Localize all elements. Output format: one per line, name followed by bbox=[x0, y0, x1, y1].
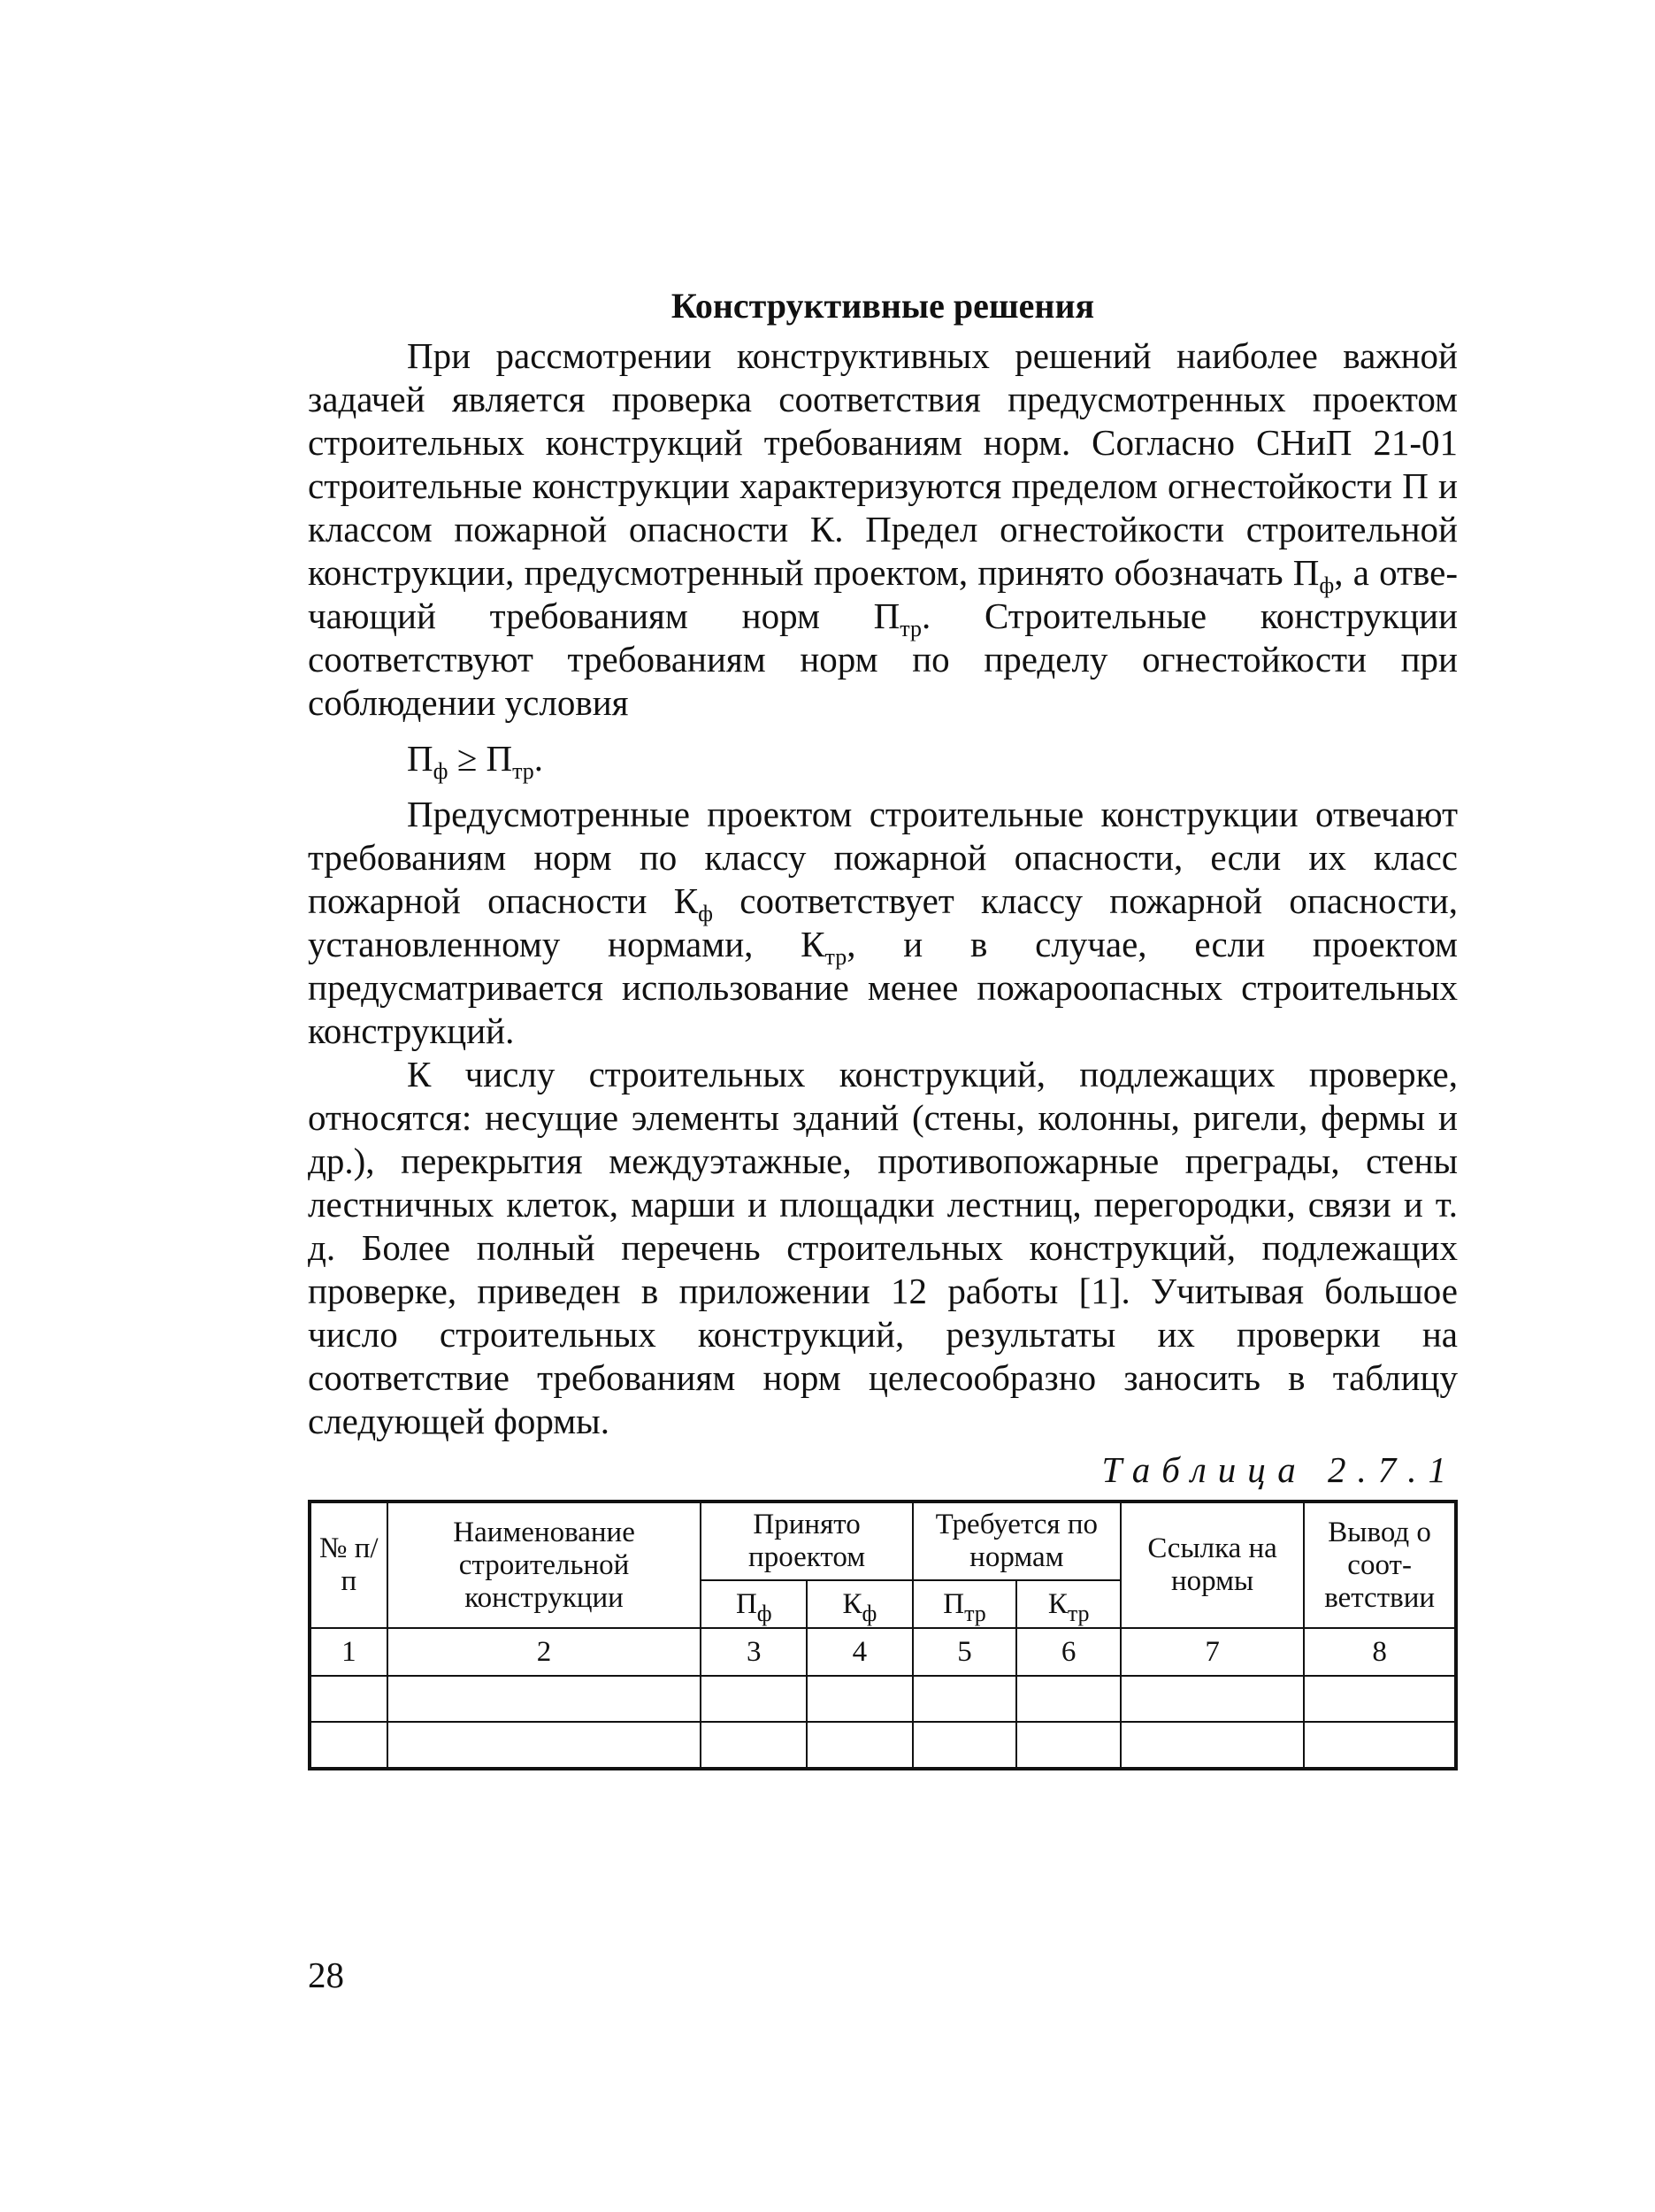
table-cell bbox=[1121, 1722, 1304, 1769]
table-cell bbox=[913, 1722, 1017, 1769]
paragraph-1 bbox=[308, 334, 1458, 725]
table-cell bbox=[807, 1676, 913, 1722]
column-numbers-row bbox=[310, 1628, 1456, 1676]
inequality-formula bbox=[308, 737, 1458, 784]
formula-left: П bbox=[407, 738, 433, 779]
table-cell bbox=[807, 1722, 913, 1769]
formula-right: П bbox=[486, 738, 513, 779]
symbol-k: К bbox=[801, 924, 825, 964]
header-required: Требуется по нормам bbox=[913, 1502, 1121, 1580]
subheader-p-f-symbol: П bbox=[735, 1587, 757, 1620]
header-num: № п/п bbox=[310, 1502, 387, 1628]
paragraph-1-text-mid: , а отвечающий требованиям норм bbox=[308, 552, 1458, 636]
compliance-table bbox=[308, 1500, 1458, 1770]
header-conclusion: Вывод о соответствии bbox=[1304, 1502, 1456, 1628]
paragraph-1-text: При рассмотрении конструктивных решений наиболее важной задачей является проверка соответствия предусмотренных проектом строительных конструкций требованиям норм. Согласно СНиП 21-01 строительные конструкции характеризуются пределом огнестойкости П и классом пожарной опасности К. Предел огнестойкости строительной конструкции, предусмотренный проектом, принято обозначать bbox=[308, 335, 1458, 593]
symbol-p: П bbox=[873, 595, 900, 636]
table-cell bbox=[310, 1722, 387, 1769]
subheader-k-f-subscript: ф bbox=[862, 1600, 877, 1626]
paragraph-2 bbox=[308, 793, 1458, 1053]
symbol-subscript: ф bbox=[1319, 572, 1335, 598]
paragraph-2-text-end: , и в случае, если проектом предусматривается использование менее пожароопасных строительных конструкций. bbox=[308, 924, 1458, 1051]
paragraph-2-text: Предусмотренные проектом строительные конструкции отвечают требованиям норм по классу пожарной опасности, если их класс пожарной опасности bbox=[308, 794, 1458, 921]
header-reference: Ссылка на нормы bbox=[1121, 1502, 1304, 1628]
table-cell bbox=[1016, 1722, 1121, 1769]
table-row bbox=[310, 1676, 1456, 1722]
column-number: 5 bbox=[913, 1628, 1017, 1676]
column-number: 6 bbox=[1016, 1628, 1121, 1676]
symbol-k: К bbox=[673, 880, 699, 921]
table-cell bbox=[701, 1722, 807, 1769]
table-caption: Таблица 2.7.1 bbox=[1101, 1449, 1458, 1490]
paragraph-1-text-end: . Строительные конструкции соответствуют требованиям норм по пределу огнестойкости при соблюдении условия bbox=[308, 595, 1458, 723]
subheader-p-f bbox=[701, 1580, 807, 1628]
subheader-p-tr-symbol: П bbox=[943, 1587, 965, 1620]
symbol-p: П bbox=[1292, 552, 1320, 593]
subheader-k-f-symbol: К bbox=[842, 1587, 862, 1620]
header-name: Наименование строительной конструкции bbox=[387, 1502, 701, 1628]
table-cell bbox=[1304, 1676, 1456, 1722]
page-number: 28 bbox=[308, 1955, 344, 1995]
formula-left-subscript: ф bbox=[433, 758, 448, 784]
table-cell bbox=[1121, 1676, 1304, 1722]
subheader-k-tr-subscript: тр bbox=[1067, 1600, 1090, 1626]
table-cell bbox=[387, 1722, 701, 1769]
formula-right-subscript: тр bbox=[512, 758, 534, 784]
section-heading: Конструктивные решения bbox=[670, 286, 1095, 326]
subheader-k-tr-symbol: К bbox=[1047, 1587, 1068, 1620]
symbol-subscript: ф bbox=[698, 901, 713, 926]
subheader-k-f bbox=[807, 1580, 913, 1628]
paragraph-3: К числу строительных конструкций, подлежащих проверке, относятся: несущие элементы зданий (стены, колонны, ригели, фермы и др.), перекрытия междуэтажные, противопожарные преграды, стены лестничных клеток, марши и площадки лестниц, перегородки, связи и т. д. Более полный перечень строительных конструкций, подлежащих проверке, приведен в приложении 12 работы [1]. Учитывая большое число строительных конструкций, результаты их проверки на соответствие требованиям норм целесообразно заносить в таблицу следующей формы. bbox=[308, 1054, 1458, 1441]
column-number: 3 bbox=[701, 1628, 807, 1676]
symbol-subscript: тр bbox=[900, 616, 922, 641]
table-header-row bbox=[310, 1502, 1456, 1580]
column-number: 1 bbox=[310, 1628, 387, 1676]
page-content bbox=[308, 281, 1458, 1770]
header-accepted: Принято проектом bbox=[701, 1502, 912, 1580]
table-cell bbox=[310, 1676, 387, 1722]
column-number: 7 bbox=[1121, 1628, 1304, 1676]
table-row bbox=[310, 1722, 1456, 1769]
paragraph-2-text-mid: соответствует классу пожарной опасности, установленному нормами, bbox=[308, 880, 1459, 964]
table-cell bbox=[1304, 1722, 1456, 1769]
column-number: 8 bbox=[1304, 1628, 1456, 1676]
subheader-k-tr bbox=[1016, 1580, 1121, 1628]
column-number: 4 bbox=[807, 1628, 913, 1676]
column-number: 2 bbox=[387, 1628, 701, 1676]
table-cell bbox=[1016, 1676, 1121, 1722]
table-cell bbox=[701, 1676, 807, 1722]
subheader-p-tr bbox=[913, 1580, 1017, 1628]
subheader-p-f-subscript: ф bbox=[756, 1600, 772, 1626]
table-cell bbox=[913, 1676, 1017, 1722]
subheader-p-tr-subscript: тр bbox=[964, 1600, 986, 1626]
formula-end: . bbox=[533, 738, 544, 779]
symbol-subscript: тр bbox=[824, 944, 847, 970]
formula-operator: ≥ bbox=[448, 738, 487, 779]
table-cell bbox=[387, 1676, 701, 1722]
